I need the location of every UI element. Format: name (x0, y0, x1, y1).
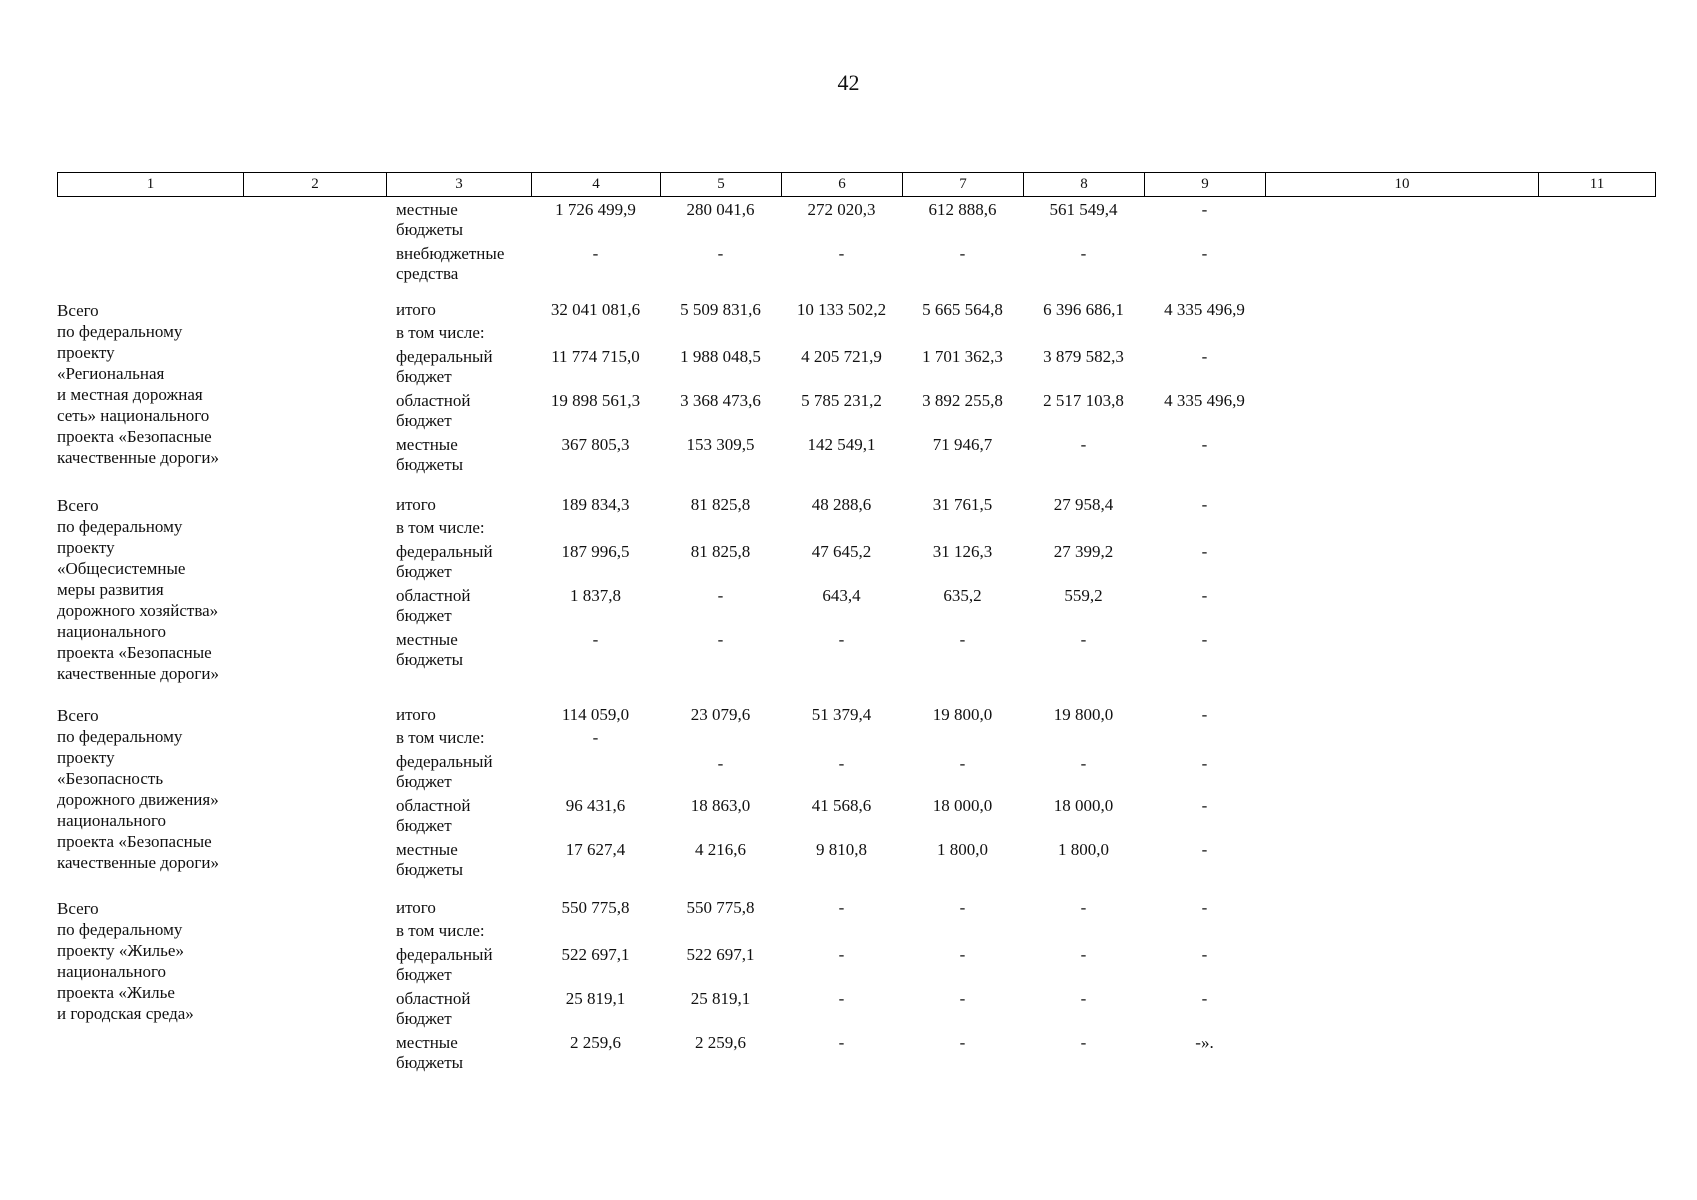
cell-value: 635,2 (943, 586, 982, 605)
cell-value: 51 379,4 (811, 705, 872, 724)
cell-value: 6 396 686,1 (1043, 300, 1124, 319)
row-label: местные бюджеты (396, 840, 464, 879)
cell-value: - (838, 754, 845, 773)
cell-value: - (959, 945, 966, 964)
cell-value: 522 697,1 (561, 945, 630, 964)
cell-value: 18 000,0 (1053, 796, 1114, 815)
cell-value: - (1201, 542, 1208, 561)
table-row (57, 796, 1656, 836)
cell-value: 5 509 831,6 (680, 300, 761, 319)
cell-value: 81 825,8 (690, 495, 751, 514)
cell-value: - (717, 754, 724, 773)
cell-value: - (1201, 754, 1208, 773)
cell-value: - (1201, 630, 1208, 649)
cell-value: 3 368 473,6 (680, 391, 761, 410)
cell-value: - (1201, 347, 1208, 366)
cell-value: 1 701 362,3 (922, 347, 1003, 366)
cell-value: - (838, 244, 845, 263)
cell-value: - (1201, 898, 1208, 917)
row-label: итого (396, 898, 436, 917)
cell-value: 2 259,6 (695, 1033, 746, 1052)
table-row (57, 200, 1656, 240)
cell-value: 5 665 564,8 (922, 300, 1003, 319)
column-header: 7 (903, 173, 1024, 196)
cell-value: 5 785 231,2 (801, 391, 882, 410)
cell-value: 643,4 (822, 586, 861, 605)
cell-value: - (592, 728, 599, 747)
row-label: областной бюджет (396, 796, 471, 835)
cell-value: 71 946,7 (932, 435, 993, 454)
cell-value: 1 837,8 (570, 586, 621, 605)
cell-value: - (1080, 244, 1087, 263)
cell-value: - (1201, 840, 1208, 859)
row-label: местные бюджеты (396, 200, 464, 239)
column-header: 4 (532, 173, 661, 196)
row-label: местные бюджеты (396, 630, 464, 669)
cell-value: - (1201, 796, 1208, 815)
row-label: федеральный бюджет (396, 752, 493, 791)
cell-value: - (1201, 586, 1208, 605)
cell-value: - (592, 244, 599, 263)
cell-value: - (592, 630, 599, 649)
cell-value: 4 335 496,9 (1164, 300, 1245, 319)
cell-value: - (959, 244, 966, 263)
cell-value: 19 800,0 (932, 705, 993, 724)
row-label: областной бюджет (396, 989, 471, 1028)
cell-value: - (1201, 989, 1208, 1008)
cell-value: 550 775,8 (561, 898, 630, 917)
cell-value: 4 335 496,9 (1164, 391, 1245, 410)
cell-value: 25 819,1 (690, 989, 751, 1008)
column-header: 3 (387, 173, 532, 196)
cell-value: 4 205 721,9 (801, 347, 882, 366)
cell-value: 41 568,6 (811, 796, 872, 815)
cell-value: 1 726 499,9 (555, 200, 636, 219)
row-label: в том числе: (396, 323, 485, 342)
cell-value: - (1201, 435, 1208, 454)
cell-value: 18 863,0 (690, 796, 751, 815)
row-label: местные бюджеты (396, 1033, 464, 1072)
table-row (57, 542, 1656, 582)
cell-value: 4 216,6 (695, 840, 746, 859)
cell-value: - (838, 1033, 845, 1052)
table-row (57, 586, 1656, 626)
cell-value: - (1201, 705, 1208, 724)
table-row (57, 840, 1656, 880)
cell-value: 1 800,0 (937, 840, 988, 859)
table-row (57, 347, 1656, 387)
cell-value: 27 399,2 (1053, 542, 1114, 561)
table-row (57, 1033, 1656, 1073)
cell-value: - (959, 1033, 966, 1052)
cell-value: - (1080, 945, 1087, 964)
row-label: внебюджетные средства (396, 244, 505, 283)
cell-value: - (838, 898, 845, 917)
cell-value: - (717, 244, 724, 263)
cell-value: 189 834,3 (561, 495, 630, 514)
cell-value: - (959, 630, 966, 649)
row-label: в том числе: (396, 518, 485, 537)
cell-value: - (1201, 945, 1208, 964)
cell-value: 31 126,3 (932, 542, 993, 561)
column-header: 10 (1266, 173, 1539, 196)
table-row (57, 435, 1656, 475)
cell-value: 48 288,6 (811, 495, 872, 514)
cell-value: 367 805,3 (561, 435, 630, 454)
cell-value: 9 810,8 (816, 840, 867, 859)
cell-value: - (1080, 989, 1087, 1008)
cell-value: - (1080, 630, 1087, 649)
row-label: федеральный бюджет (396, 347, 493, 386)
cell-value: 31 761,5 (932, 495, 993, 514)
table-row (57, 630, 1656, 670)
column-header: 5 (661, 173, 782, 196)
cell-value: - (717, 630, 724, 649)
cell-value: - (1080, 435, 1087, 454)
project-title: Всего по федеральному проекту «Общесистемные меры развития дорожного хозяйства» национального проекта «Безопасные качественные дороги» (57, 496, 219, 683)
table-row (57, 752, 1656, 792)
project-title: Всего по федеральному проекту «Жилье» национального проекта «Жилье и городская среда» (57, 899, 194, 1023)
column-header: 9 (1145, 173, 1266, 196)
cell-value: 550 775,8 (686, 898, 755, 917)
cell-value: 11 774 715,0 (551, 347, 640, 366)
cell-value: 142 549,1 (807, 435, 876, 454)
column-header: 8 (1024, 173, 1145, 196)
cell-value: 18 000,0 (932, 796, 993, 815)
cell-value: 272 020,3 (807, 200, 876, 219)
row-label: местные бюджеты (396, 435, 464, 474)
cell-value: 19 898 561,3 (550, 391, 641, 410)
cell-value: 187 996,5 (561, 542, 630, 561)
column-header: 11 (1589, 176, 1605, 192)
cell-value: 10 133 502,2 (796, 300, 887, 319)
row-label: областной бюджет (396, 391, 471, 430)
cell-value: - (1080, 754, 1087, 773)
cell-value: 2 517 103,8 (1043, 391, 1124, 410)
cell-value: 27 958,4 (1053, 495, 1114, 514)
cell-value: 25 819,1 (565, 989, 626, 1008)
cell-value: 1 988 048,5 (680, 347, 761, 366)
cell-value: - (838, 945, 845, 964)
cell-value: 32 041 081,6 (550, 300, 641, 319)
row-label: федеральный бюджет (396, 945, 493, 984)
cell-value: 522 697,1 (686, 945, 755, 964)
cell-value: - (1080, 1033, 1087, 1052)
project-title: Всего по федеральному проекту «Региональная и местная дорожная сеть» национального проекта «Безопасные качественные дороги» (57, 301, 219, 467)
cell-value: - (717, 586, 724, 605)
cell-value: 3 879 582,3 (1043, 347, 1124, 366)
cell-value: - (1080, 898, 1087, 917)
cell-value: 17 627,4 (565, 840, 626, 859)
table-header-row (57, 172, 1656, 197)
cell-value: 559,2 (1064, 586, 1103, 605)
page-number: 42 (837, 70, 860, 95)
cell-value: 2 259,6 (570, 1033, 621, 1052)
cell-value: 1 800,0 (1058, 840, 1109, 859)
cell-value: - (959, 989, 966, 1008)
table-row (57, 244, 1656, 284)
column-header: 2 (244, 173, 387, 196)
cell-value: - (1201, 495, 1208, 514)
cell-value: 114 059,0 (561, 705, 630, 724)
column-header: 6 (782, 173, 903, 196)
row-label: итого (396, 495, 436, 514)
cell-value: 96 431,6 (565, 796, 626, 815)
cell-value: 81 825,8 (690, 542, 751, 561)
table-row (57, 391, 1656, 431)
cell-value: 561 549,4 (1049, 200, 1118, 219)
cell-value: 153 309,5 (686, 435, 755, 454)
cell-value: -». (1195, 1033, 1214, 1052)
cell-value: - (1201, 244, 1208, 263)
cell-value: 3 892 255,8 (922, 391, 1003, 410)
table-row (57, 989, 1656, 1029)
cell-value: 23 079,6 (690, 705, 751, 724)
column-header: 1 (58, 173, 244, 196)
cell-value: 612 888,6 (928, 200, 997, 219)
cell-value: 19 800,0 (1053, 705, 1114, 724)
cell-value: - (959, 754, 966, 773)
table-row (57, 945, 1656, 985)
cell-value: - (838, 989, 845, 1008)
row-label: в том числе: (396, 728, 485, 747)
row-label: областной бюджет (396, 586, 471, 625)
row-label: итого (396, 705, 436, 724)
row-label: итого (396, 300, 436, 319)
cell-value: - (1201, 200, 1208, 219)
cell-value: 47 645,2 (811, 542, 872, 561)
project-title: Всего по федеральному проекту «Безопасность дорожного движения» национального проекта «Безопасные качественные дороги» (57, 706, 219, 872)
row-label: в том числе: (396, 921, 485, 940)
row-label: федеральный бюджет (396, 542, 493, 581)
cell-value: - (959, 898, 966, 917)
cell-value: - (838, 630, 845, 649)
cell-value: 280 041,6 (686, 200, 755, 219)
